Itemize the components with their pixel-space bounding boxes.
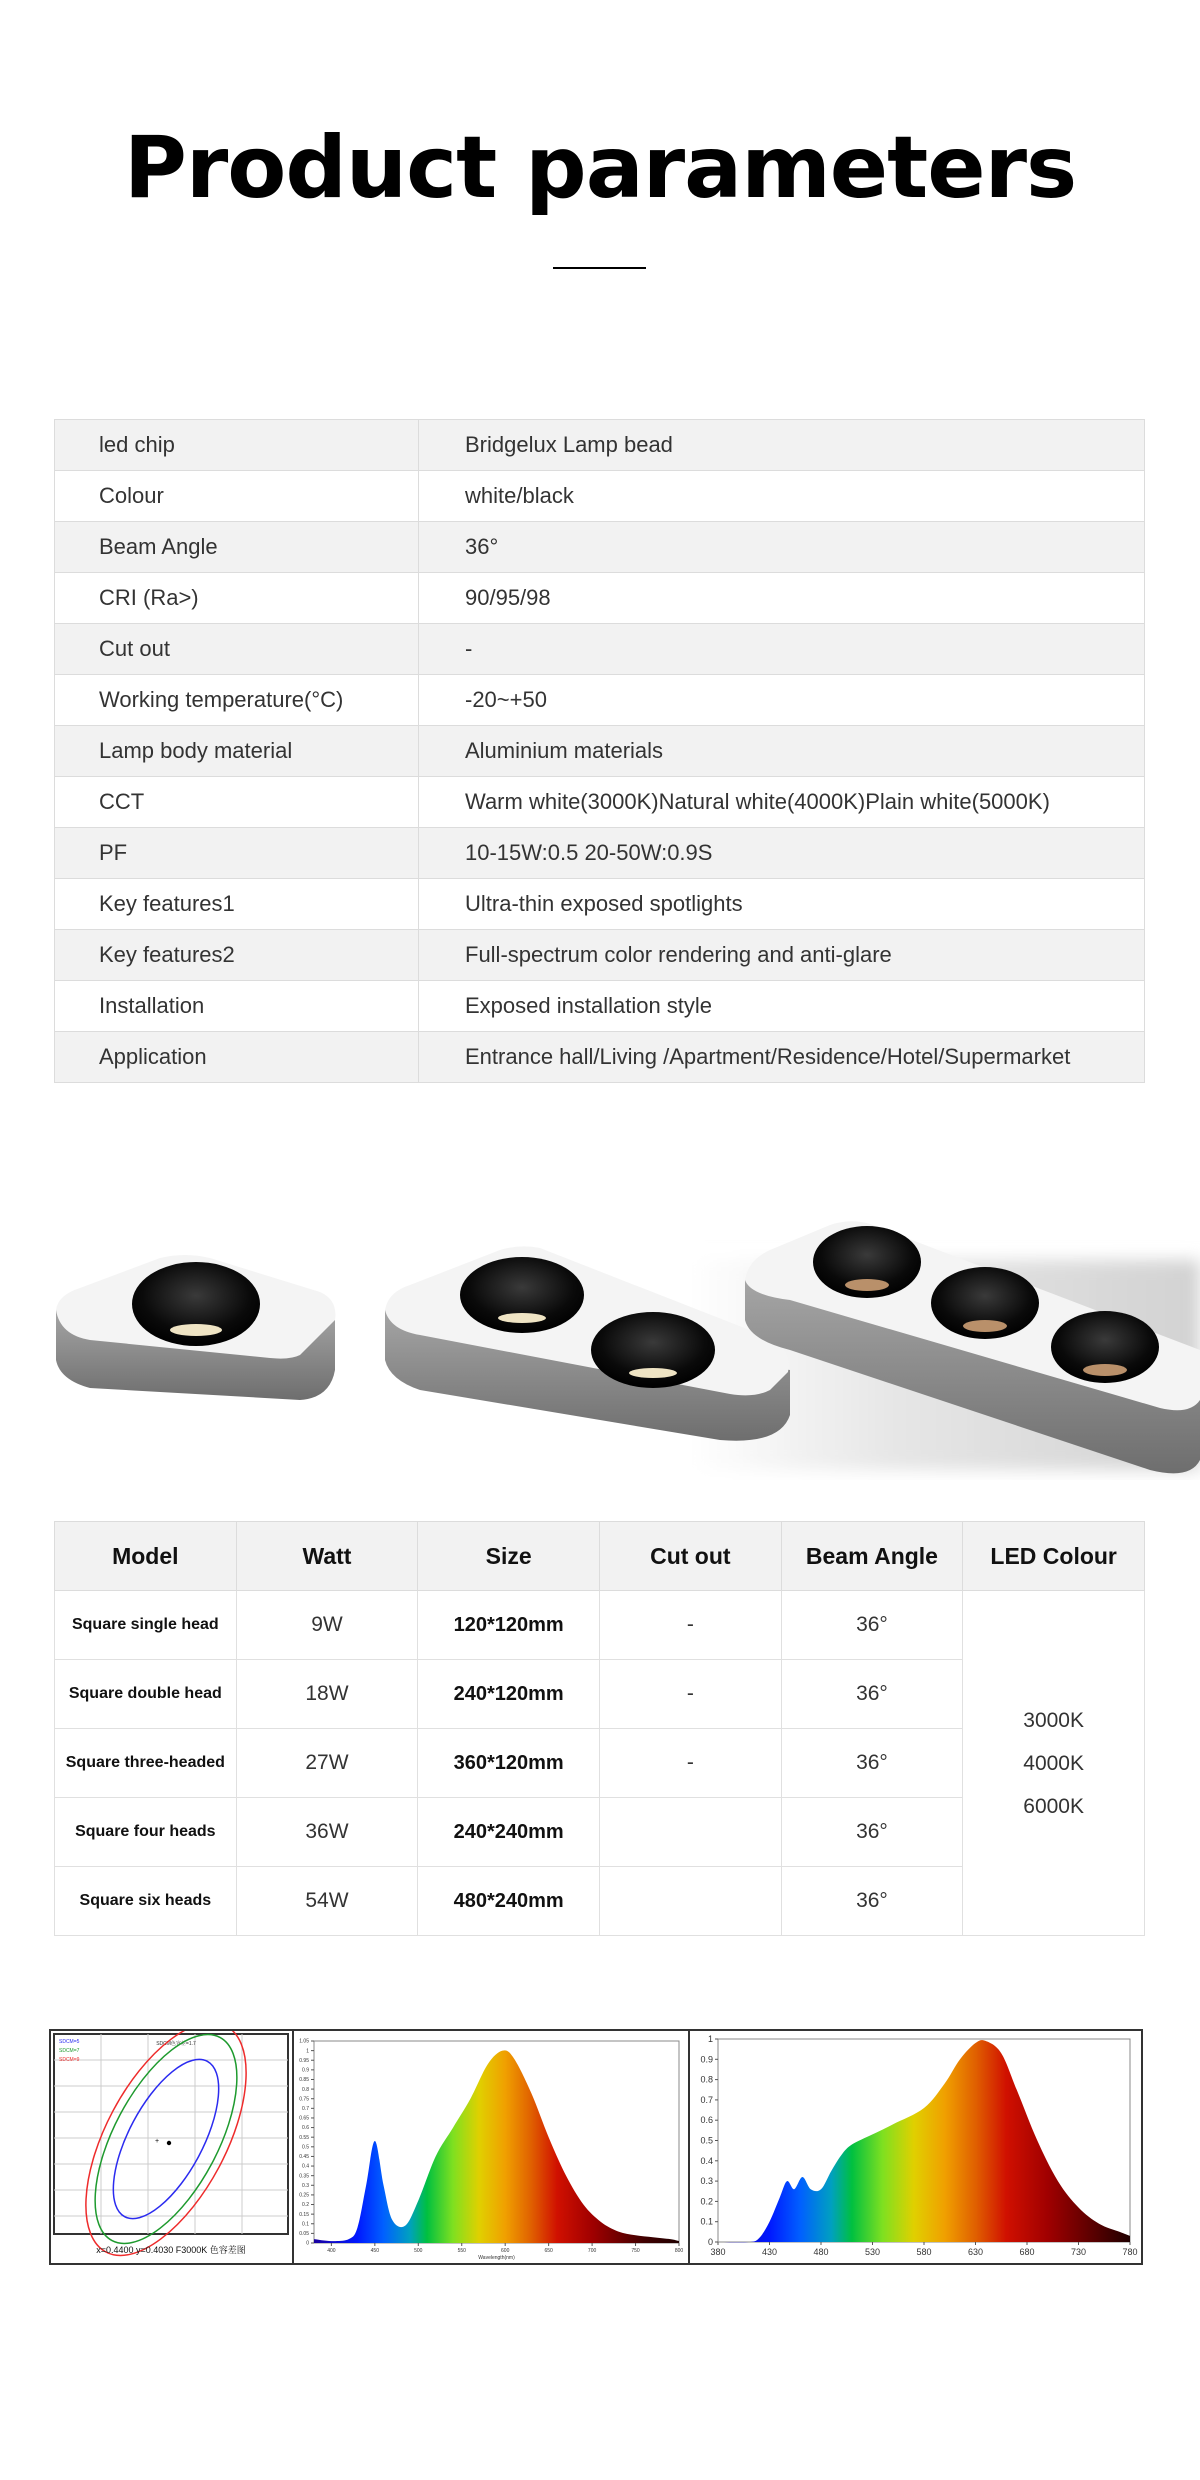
spec-row	[55, 420, 1145, 471]
x-tick-label: 800	[674, 2248, 684, 2254]
spec-label: PF	[55, 828, 419, 879]
x-tick-label: 750	[631, 2248, 640, 2254]
models-table	[54, 1521, 1145, 1936]
led-colour-cell	[963, 1591, 1145, 1936]
spectrum-panel-2	[688, 2029, 1143, 2265]
beam-angle-cell: 36°	[781, 1729, 963, 1798]
spectrum-panel-1	[292, 2029, 690, 2265]
watt-cell: 9W	[236, 1591, 418, 1660]
spec-row	[55, 1032, 1145, 1083]
cutout-cell: -	[600, 1729, 782, 1798]
chart-title: SDCM色容差=1.7	[156, 2041, 196, 2047]
watt-cell: 36W	[236, 1798, 418, 1867]
y-tick-label: 0	[306, 2240, 309, 2247]
spec-value: Ultra-thin exposed spotlights	[419, 879, 1145, 930]
column-header: Size	[418, 1522, 600, 1591]
x-axis-label: Wavelength(nm)	[478, 2255, 515, 2261]
y-tick-label: 0	[707, 2237, 713, 2247]
y-tick-label: 0.35	[299, 2173, 309, 2180]
model-row	[55, 1591, 1145, 1660]
y-tick-label: 0.9	[302, 2067, 309, 2074]
y-tick-label: 0.7	[700, 2094, 713, 2105]
cutout-cell: -	[600, 1660, 782, 1729]
y-tick-label: 1.05	[299, 2038, 309, 2045]
spec-value: -	[419, 624, 1145, 675]
center-marker: +	[155, 2138, 160, 2145]
watt-cell: 18W	[236, 1660, 418, 1729]
x-tick-label: 650	[544, 2248, 553, 2254]
size-cell: 480*240mm	[418, 1867, 600, 1936]
y-tick-label: 1	[306, 2048, 309, 2055]
size-cell: 240*240mm	[418, 1798, 600, 1867]
title-divider	[553, 267, 646, 269]
spec-label: Cut out	[55, 624, 419, 675]
spec-label: Colour	[55, 471, 419, 522]
model-name: Square double head	[55, 1660, 237, 1729]
lamp-single-head	[56, 1255, 335, 1400]
size-cell: 360*120mm	[418, 1729, 600, 1798]
x-tick-label: 630	[967, 2247, 984, 2257]
x-tick-label: 530	[864, 2247, 881, 2257]
x-tick-label: 600	[501, 2248, 510, 2254]
y-tick-label: 0.4	[700, 2155, 713, 2166]
spec-row	[55, 930, 1145, 981]
y-tick-label: 0.15	[299, 2211, 309, 2218]
spec-label: CRI (Ra>)	[55, 573, 419, 624]
chromaticity-chart	[51, 2031, 292, 2263]
x-tick-label: 380	[710, 2247, 726, 2257]
charts-strip	[49, 2029, 1143, 2265]
spec-row	[55, 879, 1145, 930]
y-tick-label: 0.2	[700, 2196, 713, 2207]
y-tick-label: 0.2	[302, 2202, 309, 2209]
spec-label: Key features2	[55, 930, 419, 981]
cutout-cell	[600, 1798, 782, 1867]
spec-value: -20~+50	[419, 675, 1145, 726]
beam-angle-cell: 36°	[781, 1660, 963, 1729]
y-tick-label: 0.55	[299, 2134, 309, 2141]
y-tick-label: 0.95	[299, 2057, 309, 2064]
product-render	[0, 1200, 1200, 1480]
y-tick-label: 0.65	[299, 2115, 309, 2122]
x-tick-label: 680	[1019, 2247, 1035, 2257]
column-header: Model	[55, 1522, 237, 1591]
spec-label: Key features1	[55, 879, 419, 930]
x-tick-label: 450	[370, 2248, 380, 2254]
spec-row	[55, 573, 1145, 624]
y-tick-label: 0.3	[700, 2176, 713, 2187]
y-tick-label: 1	[707, 2034, 713, 2044]
column-header: Beam Angle	[781, 1522, 963, 1591]
spec-value: 36°	[419, 522, 1145, 573]
column-header: LED Colour	[963, 1522, 1145, 1591]
y-tick-label: 0.5	[700, 2135, 713, 2146]
spec-label: Working temperature(°C)	[55, 675, 419, 726]
size-cell: 240*120mm	[418, 1660, 600, 1729]
spec-value: Full-spectrum color rendering and anti-glare	[419, 930, 1145, 981]
spectrum-chart-1	[294, 2031, 688, 2263]
led-colour-option: 6000K	[1023, 1794, 1084, 1818]
y-tick-label: 0.45	[299, 2154, 309, 2161]
spec-label: led chip	[55, 420, 419, 471]
x-tick-label: 730	[1070, 2247, 1087, 2257]
column-header: Watt	[236, 1522, 418, 1591]
spec-value: 10-15W:0.5 20-50W:0.9S	[419, 828, 1145, 879]
y-tick-label: 0.4	[302, 2163, 309, 2170]
legend-entry: SDCM=9	[59, 2057, 80, 2063]
y-tick-label: 0.25	[299, 2192, 309, 2199]
cutout-cell: -	[600, 1591, 782, 1660]
x-tick-label: 580	[916, 2247, 932, 2257]
spec-value: Warm white(3000K)Natural white(4000K)Plain white(5000K)	[419, 777, 1145, 828]
chart-caption: x=0.4400 y=0.4030 F3000K 色容差图	[96, 2245, 246, 2255]
cutout-cell	[600, 1867, 782, 1936]
y-tick-label: 0.3	[302, 2182, 309, 2189]
x-tick-label: 500	[414, 2248, 423, 2254]
led-colour-option: 4000K	[1023, 1751, 1084, 1775]
model-name: Square four heads	[55, 1798, 237, 1867]
models-header-row	[55, 1522, 1145, 1591]
x-tick-label: 400	[327, 2248, 336, 2254]
legend-entry: SDCM=7	[59, 2048, 80, 2054]
spec-row	[55, 522, 1145, 573]
spec-label: CCT	[55, 777, 419, 828]
model-name: Square six heads	[55, 1867, 237, 1936]
x-tick-label: 480	[813, 2247, 829, 2257]
spec-row	[55, 777, 1145, 828]
watt-cell: 54W	[236, 1867, 418, 1936]
x-tick-label: 700	[587, 2248, 597, 2254]
y-tick-label: 0.1	[302, 2221, 309, 2228]
plot-area	[54, 2034, 288, 2234]
spec-label: Beam Angle	[55, 522, 419, 573]
spec-row	[55, 471, 1145, 522]
beam-angle-cell: 36°	[781, 1591, 963, 1660]
y-tick-label: 0.6	[302, 2125, 309, 2132]
x-tick-label: 430	[761, 2247, 778, 2257]
spec-row	[55, 828, 1145, 879]
spec-row	[55, 726, 1145, 777]
legend-entry: SDCM=5	[59, 2039, 80, 2045]
y-tick-label: 0.5	[302, 2144, 309, 2151]
spec-value: Bridgelux Lamp bead	[419, 420, 1145, 471]
watt-cell: 27W	[236, 1729, 418, 1798]
product-image	[0, 1200, 1200, 1480]
beam-angle-cell: 36°	[781, 1867, 963, 1936]
spectrum-chart-2	[690, 2031, 1141, 2263]
spec-row	[55, 981, 1145, 1032]
target-point	[167, 2141, 171, 2145]
model-name: Square single head	[55, 1591, 237, 1660]
spec-value: Exposed installation style	[419, 981, 1145, 1032]
model-name: Square three-headed	[55, 1729, 237, 1798]
y-tick-label: 0.05	[299, 2231, 309, 2238]
spec-label: Installation	[55, 981, 419, 1032]
y-tick-label: 0.75	[299, 2096, 309, 2103]
spec-label: Application	[55, 1032, 419, 1083]
beam-angle-cell: 36°	[781, 1798, 963, 1867]
spec-table	[54, 419, 1145, 1083]
y-tick-label: 0.85	[299, 2077, 309, 2084]
y-tick-label: 0.1	[700, 2216, 713, 2227]
y-tick-label: 0.7	[302, 2106, 309, 2112]
x-tick-label: 780	[1122, 2247, 1138, 2257]
spec-value: white/black	[419, 471, 1145, 522]
size-cell: 120*120mm	[418, 1591, 600, 1660]
spec-row	[55, 675, 1145, 726]
y-tick-label: 0.8	[700, 2074, 713, 2085]
chromaticity-panel	[49, 2029, 294, 2265]
x-tick-label: 550	[457, 2248, 466, 2254]
spec-value: 90/95/98	[419, 573, 1145, 624]
spec-row	[55, 624, 1145, 675]
led-colour-option: 3000K	[1023, 1708, 1084, 1732]
spec-value: Aluminium materials	[419, 726, 1145, 777]
column-header: Cut out	[600, 1522, 782, 1591]
y-tick-label: 0.6	[700, 2115, 713, 2126]
page-title: Product parameters	[123, 118, 1077, 218]
spec-label: Lamp body material	[55, 726, 419, 777]
y-tick-label: 0.8	[302, 2086, 309, 2093]
y-tick-label: 0.9	[700, 2054, 713, 2065]
spec-value: Entrance hall/Living /Apartment/Residence/Hotel/Supermarket	[419, 1032, 1145, 1083]
